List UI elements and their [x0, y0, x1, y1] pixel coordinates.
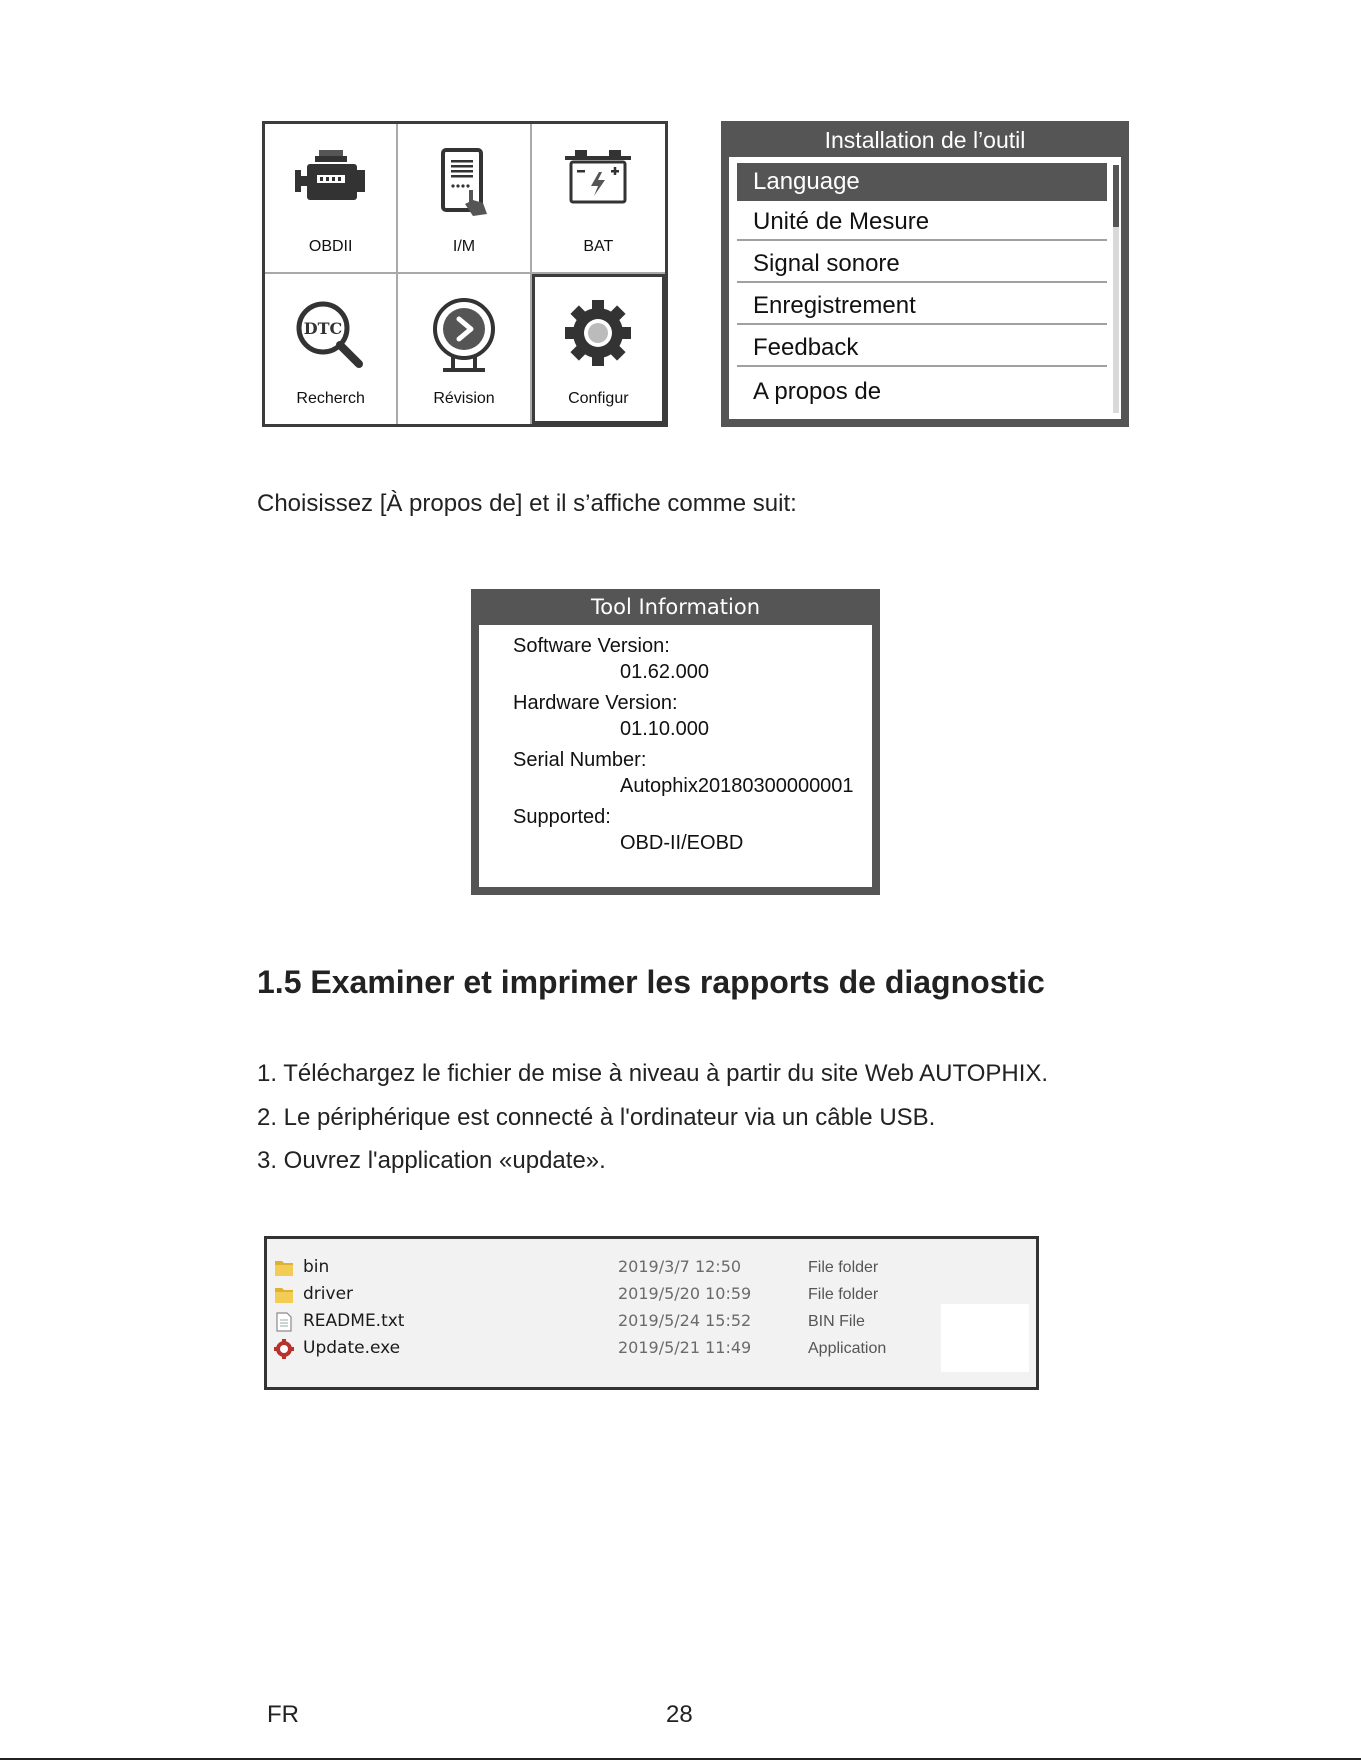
hardware-version-label: Hardware Version:	[513, 692, 678, 714]
gear-icon	[563, 298, 633, 368]
file-name: driver	[303, 1284, 354, 1304]
footer-divider	[0, 1758, 1361, 1760]
software-version-value: 01.62.000	[620, 661, 709, 683]
menu-tile-obdii[interactable]	[265, 124, 398, 274]
tile-label: Révision	[433, 390, 495, 407]
main-menu-grid	[262, 121, 668, 427]
software-version-label: Software Version:	[513, 635, 670, 657]
gear-app-icon	[273, 1338, 295, 1360]
tile-label: Recherch	[296, 390, 365, 407]
text-file-icon	[273, 1311, 295, 1333]
menu-tile-configur[interactable]	[532, 274, 665, 424]
review-play-icon	[429, 298, 499, 374]
page-number: 28	[666, 1701, 693, 1728]
setup-item-about[interactable]: A propos de	[753, 378, 882, 405]
file-name: bin	[303, 1257, 330, 1277]
footer-language: FR	[267, 1701, 299, 1728]
step-3: 3. Ouvrez l'application «update».	[257, 1147, 606, 1174]
setup-item-beep[interactable]: Signal sonore	[737, 245, 1107, 283]
setup-panel-title: Installation de l’outil	[824, 127, 1026, 153]
menu-tile-bat[interactable]	[532, 124, 665, 274]
file-type: Application	[808, 1340, 887, 1357]
file-name: README.txt	[303, 1311, 405, 1331]
engine-icon	[289, 148, 373, 212]
file-row-driver[interactable]	[273, 1282, 1033, 1308]
menu-tile-im[interactable]	[398, 124, 531, 274]
tool-setup-panel	[721, 121, 1129, 427]
tile-label: OBDII	[308, 238, 353, 255]
step-1: 1. Téléchargez le fichier de mise à niveau à partir du site Web AUTOPHIX.	[257, 1060, 1049, 1087]
file-explorer-list	[264, 1236, 1039, 1390]
tile-label: Configur	[568, 390, 629, 407]
file-type: File folder	[808, 1286, 879, 1303]
file-date: 2019/5/24 15:52	[618, 1311, 752, 1330]
file-name: Update.exe	[303, 1338, 401, 1358]
serial-number-value: Autophix20180300000001	[620, 775, 854, 797]
setup-menu-list	[729, 157, 1121, 419]
dtc-magnifier-icon	[293, 298, 369, 374]
file-date: 2019/5/21 11:49	[618, 1338, 752, 1357]
setup-item-language[interactable]: Language	[737, 163, 1107, 201]
tool-info-title: Tool Information	[590, 595, 761, 619]
section-heading: 1.5 Examiner et imprimer les rapports de diagnostic	[257, 964, 1045, 1000]
setup-item-recording[interactable]: Enregistrement	[737, 287, 1107, 325]
folder-icon	[273, 1257, 295, 1279]
supported-label: Supported:	[513, 806, 611, 828]
file-row-bin[interactable]	[273, 1255, 1033, 1281]
supported-value: OBD-II/EOBD	[620, 832, 744, 854]
file-date: 2019/3/7 12:50	[618, 1257, 742, 1276]
tile-label: I/M	[452, 238, 476, 255]
tablet-touch-icon	[429, 148, 499, 218]
menu-tile-revision[interactable]	[398, 274, 531, 424]
tool-information-panel	[471, 589, 880, 895]
svg-text:DTC: DTC	[303, 319, 342, 338]
step-2: 2. Le périphérique est connecté à l'ordinateur via un câble USB.	[257, 1104, 936, 1131]
file-type: BIN File	[808, 1313, 865, 1330]
instruction-text: Choisissez [À propos de] et il s’affiche comme suit:	[257, 490, 797, 517]
battery-icon	[563, 148, 633, 208]
serial-number-label: Serial Number:	[513, 749, 647, 771]
setup-item-feedback[interactable]: Feedback	[737, 329, 1107, 367]
tool-info-body	[479, 625, 872, 887]
setup-scrollbar-thumb[interactable]	[1113, 165, 1119, 227]
file-type: File folder	[808, 1259, 879, 1276]
tile-label: BAT	[583, 238, 614, 255]
file-date: 2019/5/20 10:59	[618, 1284, 752, 1303]
hardware-version-value: 01.10.000	[620, 718, 709, 740]
file-row-update[interactable]	[273, 1336, 1033, 1362]
setup-item-units[interactable]: Unité de Mesure	[737, 203, 1107, 241]
file-row-readme[interactable]	[273, 1309, 1033, 1335]
folder-icon	[273, 1284, 295, 1306]
blank-area	[941, 1304, 1029, 1372]
menu-tile-recherch[interactable]	[265, 274, 398, 424]
